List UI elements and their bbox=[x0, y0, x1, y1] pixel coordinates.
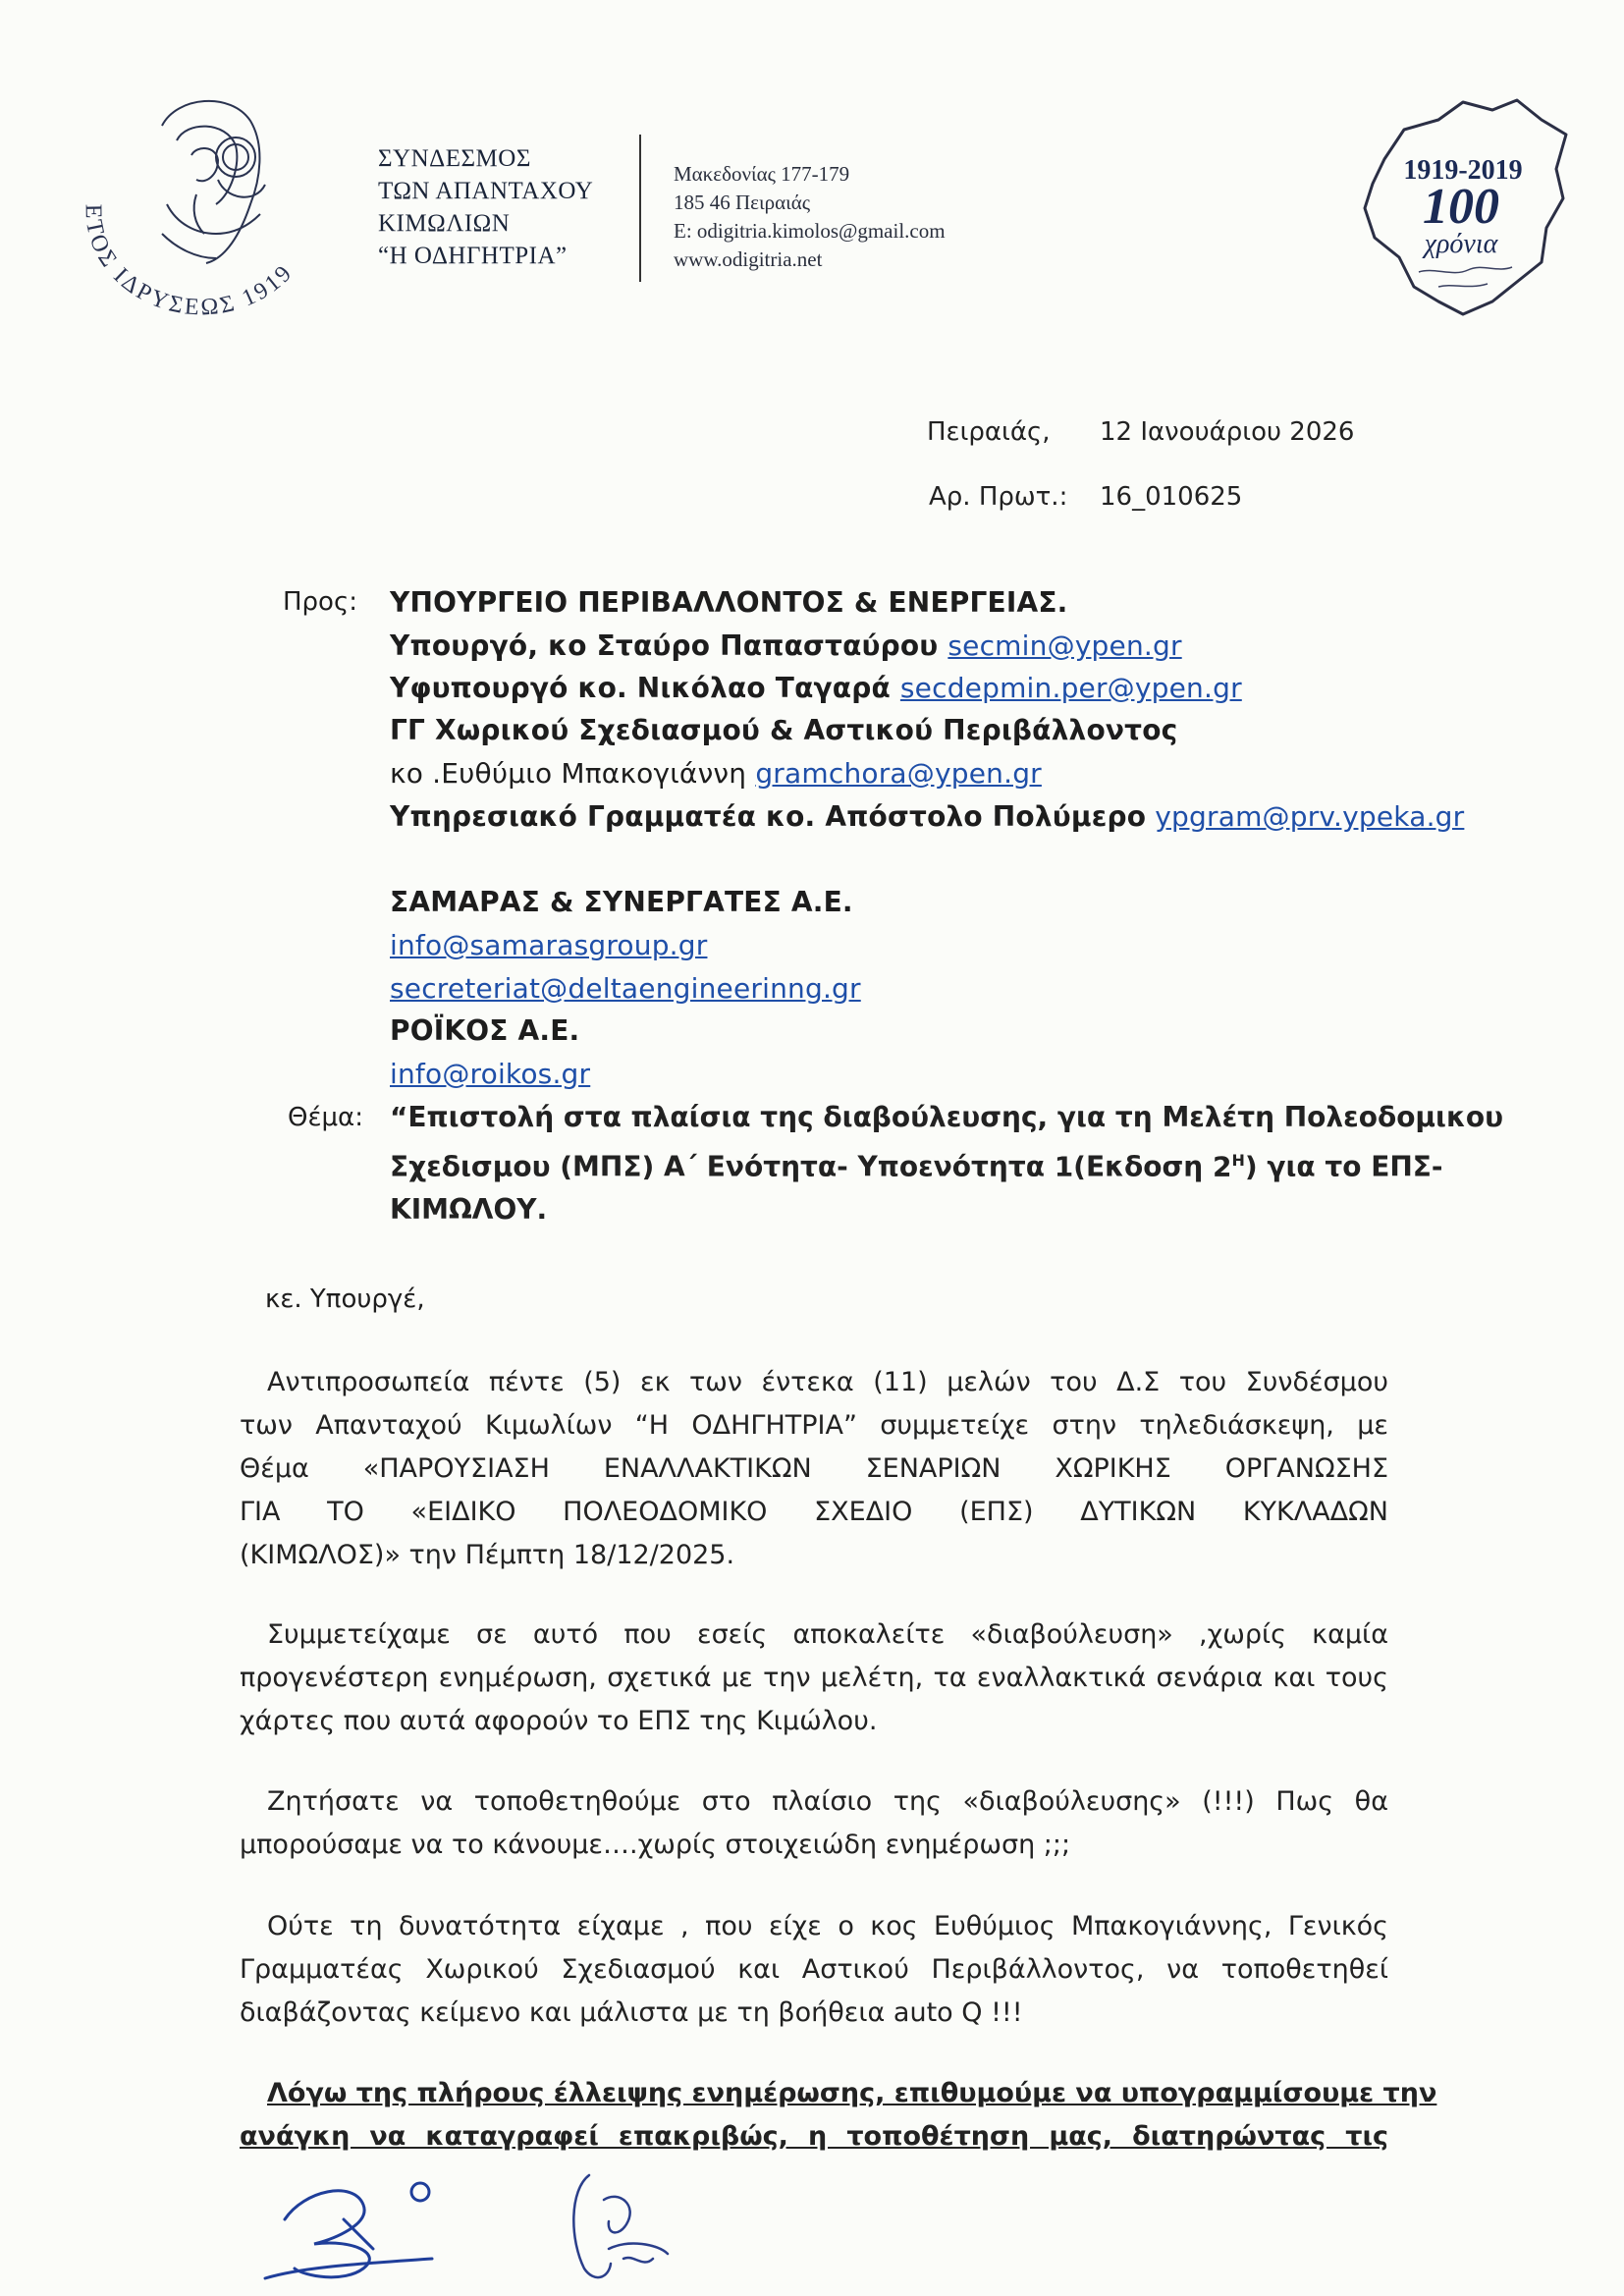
anniversary-years: 1919-2019 bbox=[1403, 155, 1523, 186]
anniversary-logo bbox=[1345, 90, 1573, 326]
recipient-name: κο .Ευθύμιο Μπακογιάννη bbox=[390, 757, 747, 790]
org-name-line: “Η ΟΔΗΓΗΤΡΙΑ” bbox=[378, 243, 568, 269]
association-seal-logo bbox=[69, 86, 334, 322]
anniversary-number: 100 bbox=[1423, 179, 1499, 235]
subject-label: Θέμα: bbox=[288, 1103, 363, 1132]
signature-1 bbox=[245, 2160, 452, 2288]
body-paragraph: Ζητήσατε να τοποθετηθούμε στο πλαίσιο της «διαβούλευσης» (!!!) Πως θα μπορούσαμε να το κάνουμε….χωρίς στοιχειώδη ενημέρωση ;;; bbox=[240, 1786, 1388, 1860]
header-divider bbox=[639, 135, 641, 282]
recipient-name: Υπηρεσιακό Γραμματέα κο. Απόστολο Πολύμερο bbox=[390, 800, 1147, 833]
recipient-name: Υφυπουργό κο. Νικόλαο Ταγαρά bbox=[390, 672, 891, 704]
svg-text:ΕΤΟΣ ΙΔΡΥΣΕΩΣ 1919 bbox=[81, 204, 298, 321]
address-line: Μακεδονίας 177-179 bbox=[674, 162, 850, 186]
organization-contact bbox=[674, 160, 1027, 274]
body-paragraph: Συμμετείχαμε σε αυτό που εσείς αποκαλείτε «διαβούλευση» ,χωρίς καμία προγενέστερη ενημέρωση, σχετικά με την μελέτη, τα εναλλακτικά σενάρια και τους χάρτες που αυτά αφορούν το ΕΠΣ της Κιμώλου. bbox=[240, 1619, 1388, 1736]
address-line: 185 46 Πειραιάς bbox=[674, 191, 811, 214]
recipient-line bbox=[390, 629, 1182, 662]
subject-line: Σχεδισμου (ΜΠΣ) Α΄ Ενότητα- Υποενότητα 1(Εκδοση $2^H$) για το ΕΠΣ- bbox=[390, 1150, 1443, 1183]
recipient-line: ΓΓ Χωρικού Σχεδιασμού & Αστικού Περιβάλλοντος bbox=[390, 714, 1178, 746]
org-name-line: ΣΥΝΔΕΣΜΟΣ bbox=[378, 145, 531, 172]
recipient-email-link[interactable]: secdepmin.per@ypen.gr bbox=[899, 672, 1242, 704]
anniversary-word: χρόνια bbox=[1424, 229, 1498, 259]
recipients-label: Προς: bbox=[283, 587, 357, 617]
recipient-email-link[interactable]: gramchora@ypen.gr bbox=[755, 757, 1042, 790]
subject-line: ΚΙΜΩΛΟΥ. bbox=[390, 1193, 548, 1227]
company-email-link[interactable]: info@roikos.gr bbox=[390, 1058, 591, 1090]
recipient-email-link[interactable]: ypgram@prv.ypeka.gr bbox=[1155, 800, 1465, 833]
seal-text: ΕΤΟΣ ΙΔΡΥΣΕΩΣ 1919 bbox=[80, 203, 299, 321]
recipient-company: ΡΟΪΚΟΣ Α.Ε. bbox=[390, 1014, 580, 1047]
subject-line: “Επιστολή στα πλαίσια της διαβούλευσης, για τη Μελέτη Πολεοδομικου bbox=[390, 1101, 1503, 1133]
protocol-label: Αρ. Πρωτ.: bbox=[929, 482, 1068, 512]
recipient-line bbox=[390, 672, 1242, 704]
organization-name bbox=[378, 142, 633, 272]
recipient-company: ΣΑΜΑΡΑΣ & ΣΥΝΕΡΓΑΤΕΣ Α.Ε. bbox=[390, 886, 853, 918]
signature-2 bbox=[550, 2160, 677, 2288]
body-paragraph: Αντιπροσωπεία πέντε (5) εκ των έντεκα (11) μελών του Δ.Σ του Συνδέσμου των Απανταχού Κιμωλίων “Η ΟΔΗΓΗΤΡΙΑ” συμμετείχε στην τηλεδιάσκεψη, με Θέμα «ΠΑΡΟΥΣΙΑΣΗ ΕΝΑΛΛΑΚΤΙΚΩΝ ΣΕΝΑΡΙΩΝ ΧΩΡΙΚΗΣ ΟΡΓΑΝΩΣΗΣ ΓΙΑ ΤΟ «ΕΙΔΙΚΟ ΠΟΛΕΟΔΟΜΙΚΟ ΣΧΕΔΙΟ (ΕΠΣ) ΔΥΤΙΚΩΝ ΚΥΚΛΑΔΩΝ (ΚΙΜΩΛΟΣ)» την Πέμπτη 18/12/2025. bbox=[240, 1367, 1388, 1570]
letter-date: 12 Ιανουάριου 2026 bbox=[1100, 417, 1355, 447]
recipient-line bbox=[390, 800, 1464, 833]
org-name-line: ΤΩΝ ΑΠΑΝΤΑΧΟΥ bbox=[378, 178, 594, 204]
recipient-line bbox=[390, 757, 1042, 790]
recipient-ministry: ΥΠΟΥΡΓΕΙΟ ΠΕΡΙΒΑΛΛΟΝΤΟΣ & ΕΝΕΡΓΕΙΑΣ. bbox=[390, 586, 1068, 619]
contact-email[interactable]: E: odigitria.kimolos@gmail.com bbox=[674, 219, 946, 243]
body-paragraph-emphasis: Λόγω της πλήρους έλλειψης ενημέρωσης, επιθυμούμε να υπογραμμίσουμε την ανάγκη να καταγραφεί επακριβώς, η τοποθέτηση μας, διατηρώντας τις bbox=[240, 2078, 1437, 2152]
recipient-name: Υπουργό, κο Σταύρο Παπασταύρου bbox=[390, 629, 939, 662]
org-name-line: ΚΙΜΩΛΙΩΝ bbox=[378, 210, 511, 237]
greeting: κε. Υπουργέ, bbox=[265, 1285, 425, 1314]
company-email-link[interactable]: secreteriat@deltaengineerinng.gr bbox=[390, 972, 861, 1005]
recipient-email-link[interactable]: secmin@ypen.gr bbox=[947, 629, 1182, 662]
protocol-number: 16_010625 bbox=[1100, 482, 1243, 512]
body-paragraph: Ούτε τη δυνατότητα είχαμε , που είχε ο κος Ευθύμιος Μπακογιάννης, Γενικός Γραμματέας Χωρικού Σχεδιασμού και Αστικού Περιβάλλοντος, να τοποθετηθεί διαβάζοντας κείμενο και μάλιστα με τη βοήθεια auto Q !!! bbox=[240, 1911, 1388, 2028]
company-email-link[interactable]: info@samarasgroup.gr bbox=[390, 929, 708, 961]
website-link[interactable]: www.odigitria.net bbox=[674, 247, 823, 271]
place-label: Πειραιάς, bbox=[927, 417, 1051, 447]
subject-text bbox=[390, 1096, 1503, 1231]
